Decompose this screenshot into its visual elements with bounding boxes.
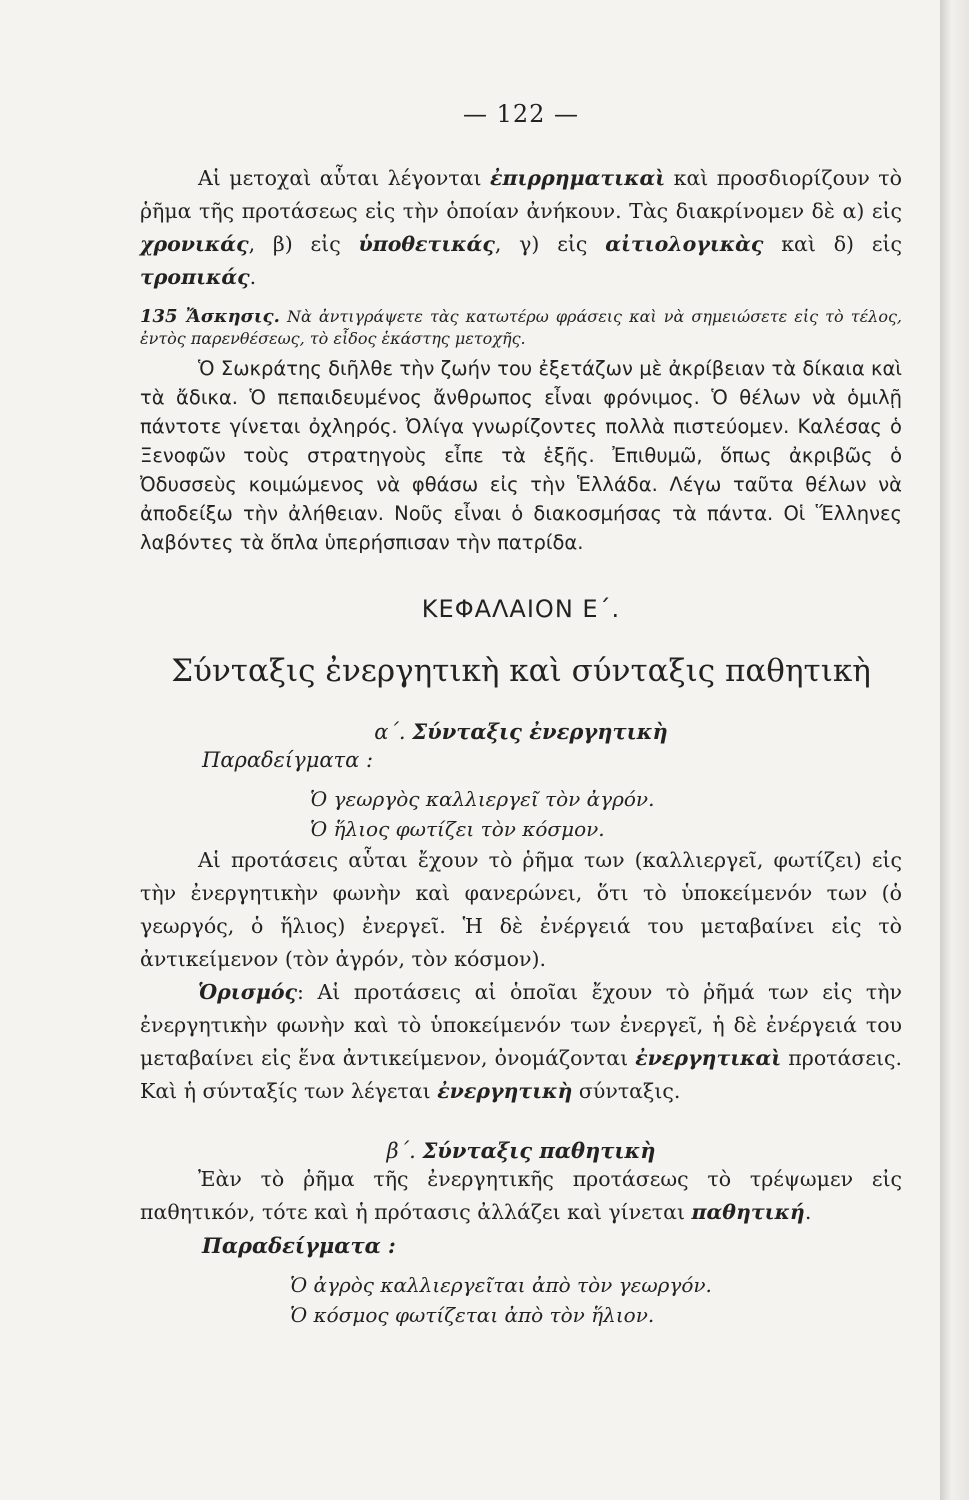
examples-label: Παραδείγματα : [202,748,374,772]
example-line: Ὁ κόσμος φωτίζεται ἀπὸ τὸν ἥλιον. [290,1303,655,1327]
text-run: καὶ δ) εἰς [763,232,902,256]
section-b-heading [140,1138,902,1163]
section-title: Σύνταξις ἐνεργητικὴ [412,719,668,744]
section-a-heading [140,719,902,744]
text-run: , γ) εἰς [494,232,606,256]
text-run: Ἐὰν τὸ ῥῆμα τῆς ἐνεργητικῆς προτάσεως τὸ τρέψωμεν εἰς παθητικόν, τότε καὶ ἡ πρότασις ἀλλάζει καὶ γίνεται [140,1167,902,1224]
example-line: Ὁ ἀγρὸς καλλιεργεῖται ἀπὸ τὸν γεωργόν. [290,1273,712,1297]
exercise-instruction: Νὰ ἀντιγράψετε τὰς κατωτέρω φράσεις καὶ νὰ σημειώσετε εἰς τὸ τέλος, ἐντὸς παρενθέσεως, τὸ εἶδος ἑκάστης μετοχῆς. [140,307,902,348]
example-line: Ὁ ἥλιος φωτίζει τὸν κόσμον. [310,817,605,841]
text-run: . [804,1200,812,1224]
example-line: Ὁ γεωργὸς καλλιεργεῖ τὸν ἀγρόν. [310,787,655,811]
section-b-paragraph [140,1163,902,1229]
text-run: Αἱ μετοχαὶ αὗται λέγονται [198,166,491,190]
definition-label: Ὁρισμός [198,980,297,1004]
text-run: προτάσεις. Καὶ ἡ σύνταξίς των λέγεται [140,1046,903,1103]
bold-term: ἐνεργητικαὶ [635,1046,782,1070]
bold-term: αἰτιολογικὰς [605,232,764,256]
bold-term: χρονικάς [140,232,249,256]
page-edge-shadow [940,0,969,1500]
bold-term: παθητική [691,1200,805,1224]
exercise-text: Ὁ Σωκράτης διῆλθε τὴν ζωήν του ἐξετάζων μὲ ἀκρίβειαν τὰ δίκαια καὶ τὰ ἄδικα. Ὁ πεπαιδευμένος ἄνθρωπος εἶναι φρόνιμος. Ὁ θέλων νὰ ὁμιλῇ πάντοτε γίνεται ὀχληρός. Ὀλίγα γνωρίζοντες πολλὰ πιστεύομεν. Καλέσας ὁ Ξενοφῶν τοὺς στρατηγοὺς εἶπε τὰ ἑξῆς. Ἐπιθυμῶ, ὅπως ἀκριβῶς ὁ Ὀδυσσεὺς κοιμώμενος νὰ φθάσω εἰς τὴν Ἑλλάδα. Λέγω ταῦτα θέλων νὰ ἀποδείξω τὴν ἀλήθειαν. Νοῦς εἶναι ὁ διακοσμήσας τὰ πάντα. Οἱ Ἕλληνες λαβόντες τὰ ὅπλα ὑπερήσπισαν τὴν πατρίδα. [140,357,902,554]
section-a-paragraph: Αἱ προτάσεις αὗται ἔχουν τὸ ῥῆμα των (καλλιεργεῖ, φωτίζει) εἰς τὴν ἐνεργητικὴν φωνὴν καὶ φανερώνει, ὅτι τὸ ὑποκείμενόν των (ὁ γεωργός, ὁ ἥλιος) ἐνεργεῖ. Ἡ δὲ ἐνέργειά του μεταβαίνει εἰς τὸ ἀντικείμενον (τὸν ἀγρόν, τὸν κόσμον). [140,848,902,971]
page-number: — 122 — [462,100,580,128]
text-run: : Αἱ προτάσεις αἱ ὁποῖαι ἔχουν τὸ ῥῆμά των εἰς τὴν ἐνεργητικὴν φωνὴν καὶ τὸ ὑποκείμενόν των ἐνεργεῖ, ἡ δὲ ἐνέργειά του μεταβαίνει εἰς ἕνα ἀντικείμενον, ὀνομάζονται [140,980,902,1070]
bold-term: ἐνεργητικὴ [437,1079,573,1103]
text-run: , β) εἰς [248,232,359,256]
bold-term: ἐπιρρηματικαὶ [490,166,666,190]
bold-term: τροπικάς [140,265,250,289]
section-title: Σύνταξις παθητικὴ [422,1138,656,1163]
definition-paragraph [140,976,902,1108]
section-letter: α΄. [374,720,413,744]
text-run: σύνταξις. [572,1079,681,1103]
page-content [140,100,902,1330]
examples-label: Παραδείγματα : [202,1233,396,1258]
section-letter: β΄. [386,1139,423,1163]
text-run: . [249,265,257,289]
chapter-heading: ΚΕΦΑΛΑΙΟΝ Ε΄. [421,595,621,623]
exercise-number: 135 Ἄσκησις. [140,306,280,327]
exercise-heading [140,306,902,350]
bold-term: ὑποθετικάς [358,232,495,256]
participle-paragraph [140,162,902,294]
chapter-title: Σύνταξις ἐνεργητικὴ καὶ σύνταξις παθητικὴ [171,653,871,689]
text-run: καὶ προσδιορίζουν τὸ ῥῆμα τῆς προτάσεως εἰς τὴν ὁποίαν ἀνήκουν. Τὰς διακρίνομεν δὲ α) εἰς [140,166,902,223]
